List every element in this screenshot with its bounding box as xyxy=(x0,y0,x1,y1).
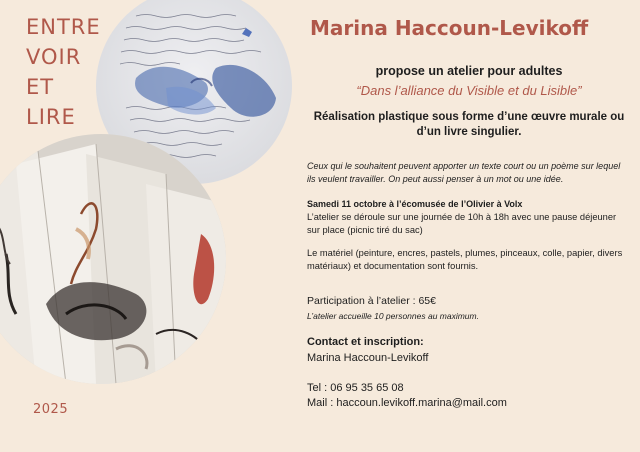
workshop-subtitle: propose un atelier pour adultes xyxy=(375,64,563,78)
title-word-lire: LIRE xyxy=(26,105,76,129)
workshop-quote: “Dans l’alliance du Visible et du Lisible” xyxy=(356,83,582,98)
materials-text: Le matériel (peinture, encres, pastels, plumes, pinceaux, colle, papier, divers matériaux) et documentation sont fournis. xyxy=(307,248,623,271)
schedule-text: L’atelier se déroule sur une journée de 10h à 18h avec une pause déjeuner sur place (picnic tiré du sac) xyxy=(307,212,617,235)
title-word-voir: VOIR xyxy=(26,45,82,69)
page-title: Marina Haccoun-Levikoff xyxy=(310,16,589,40)
contact-phone: Tel : 06 95 35 65 08 xyxy=(307,382,404,394)
title-word-entre: ENTRE xyxy=(26,15,101,39)
contact-name: Marina Haccoun-Levikoff xyxy=(307,352,429,364)
realisation-text: Réalisation plastique sous forme d’une œuvre murale ou d’un livre singulier. xyxy=(313,111,625,138)
capacity-text: L’atelier accueille 10 personnes au maximum. xyxy=(307,311,479,321)
contact-heading: Contact et inscription: xyxy=(307,336,424,348)
contact-email: Mail : haccoun.levikoff.marina@mail.com xyxy=(307,397,507,409)
title-word-et: ET xyxy=(26,75,55,99)
intro-text: Ceux qui le souhaitent peuvent apporter un texte court ou un poème sur lequel ils veulent travailler. On peut aussi penser à un mot ou une idée. xyxy=(307,161,621,184)
date-location: Samedi 11 octobre à l’écomusée de l’Olivier à Volx xyxy=(307,199,523,209)
year-label: 2025 xyxy=(33,402,69,417)
price-text: Participation à l’atelier : 65€ xyxy=(307,295,436,307)
